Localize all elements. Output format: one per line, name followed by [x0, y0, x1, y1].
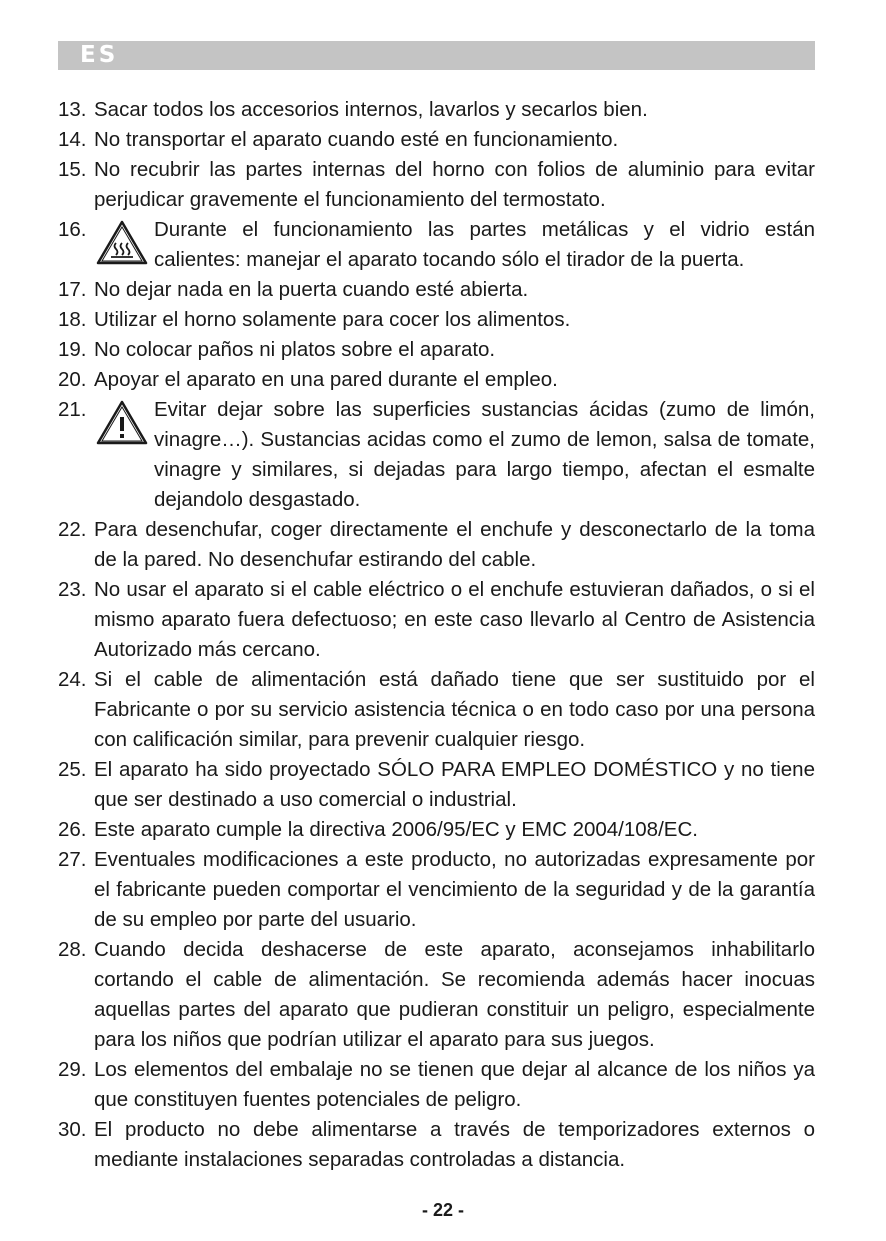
list-item: [58, 575, 815, 665]
item-number: 21.: [58, 398, 87, 421]
item-number: 14.: [58, 128, 87, 151]
item-number: 18.: [58, 308, 87, 331]
list-item: [58, 275, 815, 305]
item-text: Los elementos del embalaje no se tienen que dejar al alcance de los niños ya que constituyen fuentes potenciales de peligro.: [94, 1058, 815, 1111]
item-number: 29.: [58, 1058, 87, 1081]
item-text: Eventuales modificaciones a este producto, no autorizadas expresamente por el fabricante pueden comportar el vencimiento de la seguridad y de la garantía de su empleo por parte del usuario.: [94, 848, 815, 931]
item-text: Cuando decida deshacerse de este aparato, aconsejamos inhabilitarlo cortando el cable de alimentación. Se recomienda además hacer inocuas aquellas partes del aparato que pudieran constituir un peligro, especialmente para los niños que podrían utilizar el aparato para sus juegos.: [94, 938, 815, 1051]
hot-surface-warning-icon: [96, 219, 148, 267]
language-header-bar: [58, 41, 815, 70]
item-text: El producto no debe alimentarse a través de temporizadores externos o mediante instalaciones separadas controladas a distancia.: [94, 1118, 815, 1171]
item-number: 22.: [58, 518, 87, 541]
item-number: 23.: [58, 578, 87, 601]
list-item: [58, 1055, 815, 1115]
item-number: 16.: [58, 218, 87, 241]
item-number: 27.: [58, 848, 87, 871]
item-number: 24.: [58, 668, 87, 691]
list-item: [58, 1115, 815, 1175]
list-item: [58, 125, 815, 155]
item-number: 17.: [58, 278, 87, 301]
list-item: [58, 335, 815, 365]
list-item: [58, 935, 815, 1055]
list-item: [58, 665, 815, 755]
list-item: [58, 845, 815, 935]
item-number: 19.: [58, 338, 87, 361]
item-text: Este aparato cumple la directiva 2006/95/EC y EMC 2004/108/EC.: [94, 818, 698, 841]
list-item: [58, 155, 815, 215]
page-number: - 22 -: [421, 1200, 464, 1220]
item-text: Sacar todos los accesorios internos, lavarlos y secarlos bien.: [94, 98, 648, 121]
item-text: Evitar dejar sobre las superficies sustancias ácidas (zumo de limón, vinagre…). Sustancias acidas como el zumo de lemon, salsa de tomate, vinagre y similares, si dejadas para largo tiempo, afectan el esmalte dejandolo desgastado.: [154, 398, 815, 511]
item-text: No dejar nada en la puerta cuando esté abierta.: [94, 278, 529, 301]
item-number: 13.: [58, 98, 87, 121]
item-text: Durante el funcionamiento las partes metálicas y el vidrio están calientes: manejar el aparato tocando sólo el tirador de la puerta.: [154, 218, 815, 271]
item-number: 15.: [58, 158, 87, 181]
list-item: [58, 95, 815, 125]
item-number: 26.: [58, 818, 87, 841]
item-text: Si el cable de alimentación está dañado tiene que ser sustituido por el Fabricante o por su servicio asistencia técnica o en todo caso por una persona con calificación similar, para prevenir cualquier riesgo.: [94, 668, 815, 751]
item-text: Utilizar el horno solamente para cocer los alimentos.: [94, 308, 571, 331]
list-item: [58, 815, 815, 845]
item-text: No transportar el aparato cuando esté en funcionamiento.: [94, 128, 619, 151]
language-code: ES: [80, 42, 119, 68]
item-text: Para desenchufar, coger directamente el enchufe y desconectarlo de la toma de la pared. No desenchufar estirando del cable.: [94, 518, 815, 571]
item-text: Apoyar el aparato en una pared durante el empleo.: [94, 368, 558, 391]
item-number: 28.: [58, 938, 87, 961]
list-item: [58, 515, 815, 575]
list-item-warning: [58, 395, 815, 515]
list-item: [58, 755, 815, 815]
item-text: No usar el aparato si el cable eléctrico o el enchufe estuvieran dañados, o si el mismo aparato fuera defectuoso; en este caso llevarlo al Centro de Asistencia Autorizado más cercano.: [94, 578, 815, 661]
item-number: 25.: [58, 758, 87, 781]
list-item: [58, 305, 815, 335]
item-number: 30.: [58, 1118, 87, 1141]
caution-warning-icon: [96, 399, 148, 447]
list-item-warning: [58, 215, 815, 275]
item-text: El aparato ha sido proyectado SÓLO PARA EMPLEO DOMÉSTICO y no tiene que ser destinado a uso comercial o industrial.: [94, 758, 815, 811]
item-number: 20.: [58, 368, 87, 391]
safety-instructions-list: [58, 95, 815, 1175]
list-item: [58, 365, 815, 395]
item-text: No recubrir las partes internas del horno con folios de aluminio para evitar perjudicar gravemente el funcionamiento del termostato.: [94, 158, 815, 211]
item-text: No colocar paños ni platos sobre el aparato.: [94, 338, 496, 361]
